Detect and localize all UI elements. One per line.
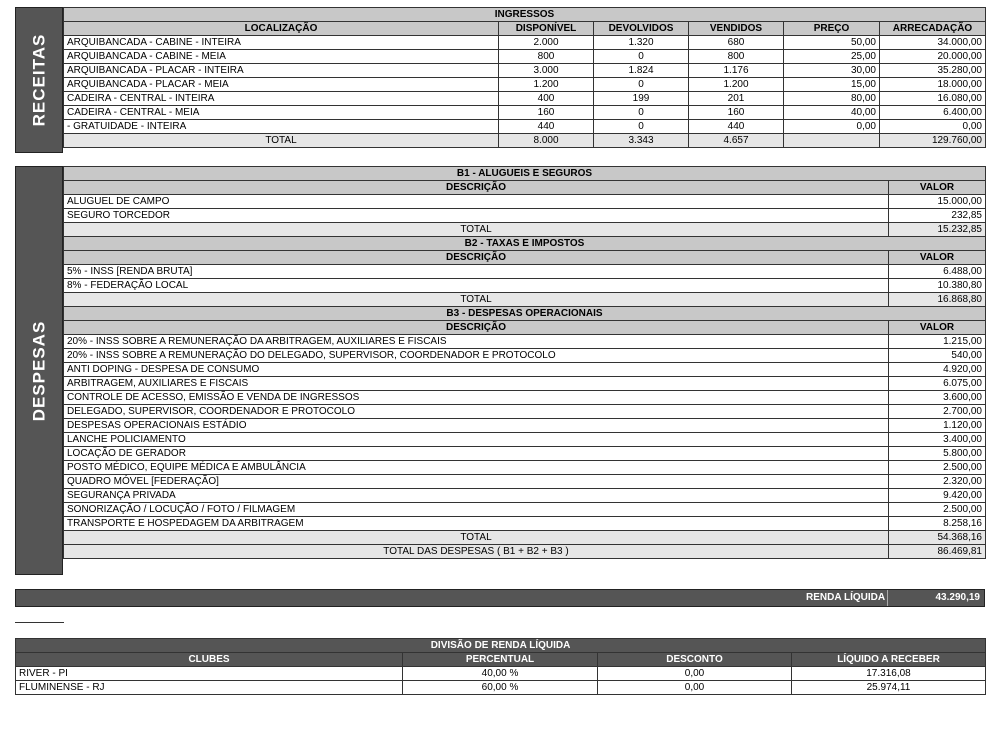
table-cell: 0 — [594, 50, 689, 64]
table-cell: 25,00 — [784, 50, 880, 64]
expense-value: 6.075,00 — [889, 377, 986, 391]
short-rule — [15, 622, 64, 623]
table-cell: 160 — [499, 106, 594, 120]
table-row — [64, 78, 986, 92]
expense-value: 540,00 — [889, 349, 986, 363]
table-cell: 0 — [594, 106, 689, 120]
ingressos-table — [63, 7, 986, 148]
table-cell: 0,00 — [598, 681, 792, 695]
total-cell: 4.657 — [689, 134, 784, 148]
expense-description: DESPESAS OPERACIONAIS ESTÁDIO — [64, 419, 889, 433]
grand-total-value: 86.469,81 — [889, 545, 986, 559]
table-cell: ARQUIBANCADA - PLACAR - MEIA — [64, 78, 499, 92]
table-cell: 800 — [499, 50, 594, 64]
expense-value: 10.380,80 — [889, 279, 986, 293]
total-cell: 129.760,00 — [880, 134, 986, 148]
column-header: LOCALIZAÇÃO — [64, 22, 499, 36]
column-header: VENDIDOS — [689, 22, 784, 36]
grand-total-label: TOTAL DAS DESPESAS ( B1 + B2 + B3 ) — [64, 545, 889, 559]
section-title: B3 - DESPESAS OPERACIONAIS — [64, 307, 986, 321]
divisao-title: DIVISÃO DE RENDA LÍQUIDA — [16, 639, 986, 653]
section-title: B1 - ALUGUEIS E SEGUROS — [64, 167, 986, 181]
table-cell: 16.080,00 — [880, 92, 986, 106]
renda-liquida-label: RENDA LÍQUIDA — [806, 592, 886, 603]
table-cell: 0 — [594, 120, 689, 134]
expense-description: CONTROLE DE ACESSO, EMISSÃO E VENDA DE INGRESSOS — [64, 391, 889, 405]
expense-value: 8.258,16 — [889, 517, 986, 531]
expense-value: 4.920,00 — [889, 363, 986, 377]
table-row — [64, 447, 986, 461]
table-cell: 2.000 — [499, 36, 594, 50]
value-header: VALOR — [889, 181, 986, 195]
expense-value: 2.320,00 — [889, 475, 986, 489]
table-cell: 35.280,00 — [880, 64, 986, 78]
expense-value: 232,85 — [889, 209, 986, 223]
expense-value: 2.500,00 — [889, 461, 986, 475]
section-total-label: TOTAL — [64, 531, 889, 545]
expense-value: 2.700,00 — [889, 405, 986, 419]
total-cell: 8.000 — [499, 134, 594, 148]
table-cell: 800 — [689, 50, 784, 64]
table-cell: 0 — [594, 78, 689, 92]
table-row — [16, 681, 986, 695]
column-header: DEVOLVIDOS — [594, 22, 689, 36]
ingressos-title: INGRESSOS — [64, 8, 986, 22]
section-total-value: 54.368,16 — [889, 531, 986, 545]
expense-description: LANCHE POLICIAMENTO — [64, 433, 889, 447]
table-cell: 160 — [689, 106, 784, 120]
table-cell: 0,00 — [880, 120, 986, 134]
table-cell: 1.824 — [594, 64, 689, 78]
table-cell: 1.176 — [689, 64, 784, 78]
expense-value: 6.488,00 — [889, 265, 986, 279]
expense-description: 20% - INSS SOBRE A REMUNERAÇÃO DA ARBITRAGEM, AUXILIARES E FISCAIS — [64, 335, 889, 349]
expense-value: 3.400,00 — [889, 433, 986, 447]
section-title: B2 - TAXAS E IMPOSTOS — [64, 237, 986, 251]
table-cell: 30,00 — [784, 64, 880, 78]
table-cell: 0,00 — [598, 667, 792, 681]
expense-value: 1.120,00 — [889, 419, 986, 433]
total-cell: 3.343 — [594, 134, 689, 148]
expense-value: 1.215,00 — [889, 335, 986, 349]
expense-description: 20% - INSS SOBRE A REMUNERAÇÃO DO DELEGADO, SUPERVISOR, COORDENADOR E PROTOCOLO — [64, 349, 889, 363]
expense-description: 8% - FEDERAÇÃO LOCAL — [64, 279, 889, 293]
column-header: DESCONTO — [598, 653, 792, 667]
table-row — [64, 36, 986, 50]
expense-value: 15.000,00 — [889, 195, 986, 209]
table-cell: 440 — [689, 120, 784, 134]
table-row — [64, 419, 986, 433]
table-cell: 17.316,08 — [792, 667, 986, 681]
column-header: PERCENTUAL — [403, 653, 598, 667]
expense-description: POSTO MÉDICO, EQUIPE MÉDICA E AMBULÂNCIA — [64, 461, 889, 475]
expense-description: ALUGUEL DE CAMPO — [64, 195, 889, 209]
table-row — [64, 405, 986, 419]
section-total-label: TOTAL — [64, 293, 889, 307]
table-cell: 15,00 — [784, 78, 880, 92]
table-row — [64, 92, 986, 106]
divisao-table — [15, 638, 986, 695]
expense-value: 9.420,00 — [889, 489, 986, 503]
table-cell: CADEIRA - CENTRAL - INTEIRA — [64, 92, 499, 106]
table-row — [64, 503, 986, 517]
expense-description: DELEGADO, SUPERVISOR, COORDENADOR E PROTOCOLO — [64, 405, 889, 419]
column-header: CLUBES — [16, 653, 403, 667]
table-cell: 34.000,00 — [880, 36, 986, 50]
table-cell: 400 — [499, 92, 594, 106]
total-cell: TOTAL — [64, 134, 499, 148]
column-header: LÍQUIDO A RECEBER — [792, 653, 986, 667]
despesas-side-label: DESPESAS — [15, 166, 63, 575]
expense-value: 2.500,00 — [889, 503, 986, 517]
table-row — [64, 279, 986, 293]
table-cell: 50,00 — [784, 36, 880, 50]
table-row — [16, 667, 986, 681]
table-row — [64, 50, 986, 64]
table-cell: 1.200 — [499, 78, 594, 92]
renda-liquida-bar — [15, 589, 985, 607]
table-cell: 1.200 — [689, 78, 784, 92]
table-cell: 1.320 — [594, 36, 689, 50]
table-cell: 40,00 % — [403, 667, 598, 681]
table-cell: - GRATUIDADE - INTEIRA — [64, 120, 499, 134]
value-header: VALOR — [889, 321, 986, 335]
section-total-label: TOTAL — [64, 223, 889, 237]
receitas-side-label: RECEITAS — [15, 7, 63, 153]
table-cell: 0,00 — [784, 120, 880, 134]
table-cell: 25.974,11 — [792, 681, 986, 695]
expense-description: LOCAÇÃO DE GERADOR — [64, 447, 889, 461]
total-cell — [784, 134, 880, 148]
column-header: DISPONÍVEL — [499, 22, 594, 36]
table-row — [64, 335, 986, 349]
table-cell: FLUMINENSE - RJ — [16, 681, 403, 695]
table-row — [64, 489, 986, 503]
table-row — [64, 433, 986, 447]
table-row — [64, 64, 986, 78]
table-row — [64, 265, 986, 279]
value-header: VALOR — [889, 251, 986, 265]
table-cell: ARQUIBANCADA - PLACAR - INTEIRA — [64, 64, 499, 78]
table-row — [64, 195, 986, 209]
renda-divider — [887, 590, 888, 606]
table-cell: CADEIRA - CENTRAL - MEIA — [64, 106, 499, 120]
expense-description: ARBITRAGEM, AUXILIARES E FISCAIS — [64, 377, 889, 391]
table-cell: 680 — [689, 36, 784, 50]
table-row — [64, 461, 986, 475]
expense-description: SONORIZAÇÃO / LOCUÇÃO / FOTO / FILMAGEM — [64, 503, 889, 517]
expense-description: TRANSPORTE E HOSPEDAGEM DA ARBITRAGEM — [64, 517, 889, 531]
section-total-value: 16.868,80 — [889, 293, 986, 307]
table-row — [64, 363, 986, 377]
expense-value: 5.800,00 — [889, 447, 986, 461]
description-header: DESCRIÇÃO — [64, 181, 889, 195]
expense-description: ANTI DOPING - DESPESA DE CONSUMO — [64, 363, 889, 377]
table-row — [64, 391, 986, 405]
description-header: DESCRIÇÃO — [64, 251, 889, 265]
expense-value: 3.600,00 — [889, 391, 986, 405]
expense-description: SEGURO TORCEDOR — [64, 209, 889, 223]
description-header: DESCRIÇÃO — [64, 321, 889, 335]
table-cell: ARQUIBANCADA - CABINE - INTEIRA — [64, 36, 499, 50]
despesas-table — [63, 166, 986, 559]
table-cell: 40,00 — [784, 106, 880, 120]
section-total-value: 15.232,85 — [889, 223, 986, 237]
table-cell: 60,00 % — [403, 681, 598, 695]
renda-liquida-value: 43.290,19 — [935, 592, 980, 603]
table-row — [64, 377, 986, 391]
table-row — [64, 349, 986, 363]
table-cell: 201 — [689, 92, 784, 106]
table-row — [64, 106, 986, 120]
table-cell: RIVER - PI — [16, 667, 403, 681]
table-cell: ARQUIBANCADA - CABINE - MEIA — [64, 50, 499, 64]
table-cell: 440 — [499, 120, 594, 134]
expense-description: QUADRO MÓVEL [FEDERAÇÃO] — [64, 475, 889, 489]
expense-description: 5% - INSS [RENDA BRUTA] — [64, 265, 889, 279]
total-row — [64, 134, 986, 148]
expense-description: SEGURANÇA PRIVADA — [64, 489, 889, 503]
column-header: PREÇO — [784, 22, 880, 36]
column-header: ARRECADAÇÃO — [880, 22, 986, 36]
table-cell: 3.000 — [499, 64, 594, 78]
table-cell: 18.000,00 — [880, 78, 986, 92]
table-row — [64, 120, 986, 134]
receitas-section — [15, 7, 985, 153]
table-row — [64, 209, 986, 223]
table-cell: 6.400,00 — [880, 106, 986, 120]
table-cell: 199 — [594, 92, 689, 106]
table-cell: 80,00 — [784, 92, 880, 106]
table-row — [64, 517, 986, 531]
table-cell: 20.000,00 — [880, 50, 986, 64]
table-row — [64, 475, 986, 489]
despesas-section — [15, 166, 985, 575]
